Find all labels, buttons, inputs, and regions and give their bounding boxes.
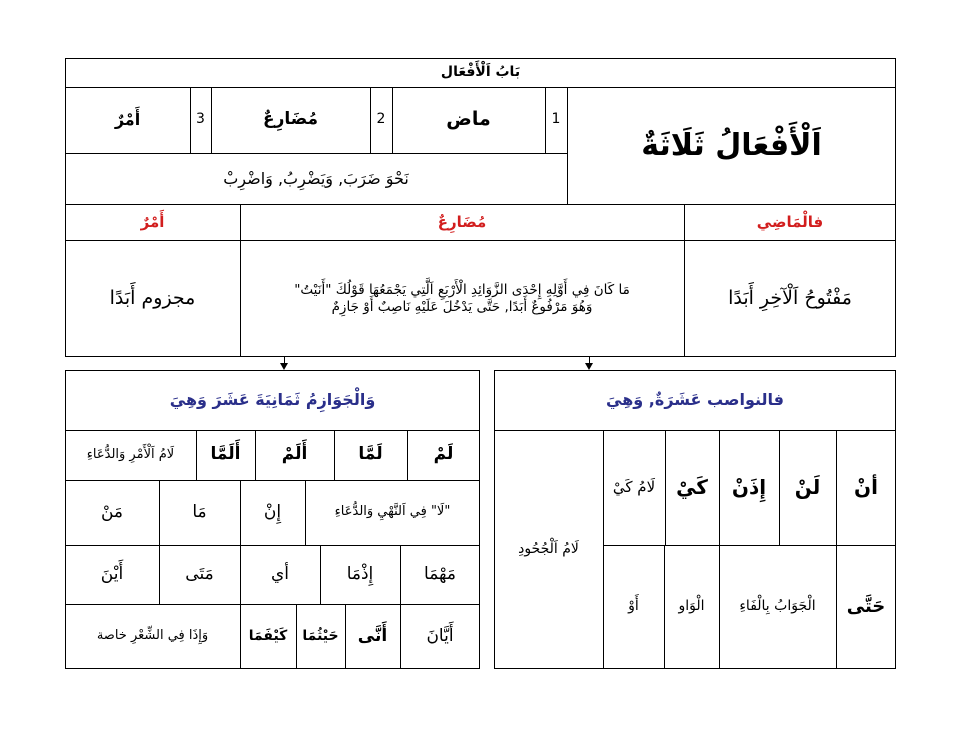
nawasib-item: لَامُ كَيْ	[612, 478, 656, 497]
rule-mudari	[240, 240, 684, 357]
nawasib-item: كَيْ	[676, 475, 708, 499]
jawazim-item: لَامُ اَلْأَمْرِ وَالدُّعَاءِ	[86, 446, 175, 462]
nawasib-title: فالنواصب عَشَرَةٌ, وَهِيَ	[606, 390, 784, 409]
header-madi: فالْمَاضِي	[756, 212, 824, 231]
type-label-amr: أَمْرٌ	[114, 110, 141, 129]
jawazim-item: أَيْنَ	[100, 563, 124, 584]
jawazim-item: مَتَى	[185, 563, 214, 584]
jawazim-item: إِذْمَا	[346, 563, 374, 584]
nawasib-juhud: لَامُ اَلْجُحُودِ	[518, 540, 579, 557]
page-title: بَابُ اَلْأَفْعَال	[440, 63, 521, 80]
jawazim-title: وَالْجَوَازِمُ ثَمَانِيَةَ عَشَرَ وَهِيَ	[169, 390, 376, 409]
jawazim-item: وَإِذَا فِي الشِّعْرِ خاصة	[96, 628, 209, 644]
nawasib-item: الْجَوَابُ بِالْفَاءِ	[739, 598, 816, 615]
type-label-mudari: مُضَارِعٌ	[262, 109, 319, 130]
nawasib-item: أنْ	[854, 475, 878, 499]
nawasib-item: حَتَّى	[846, 595, 886, 617]
jawazim-item: أَلَمْ	[281, 444, 308, 465]
jawazim-item: لَمْ	[433, 444, 454, 465]
jawazim-item: مَا	[192, 501, 207, 522]
nawasib-item: لَنْ	[794, 475, 821, 499]
rule-madi: مَفْتُوحُ اَلْآخِرِ أَبَدًا	[728, 286, 852, 309]
header-amr: أَمْرٌ	[140, 212, 165, 231]
jawazim-item: "لَا" فِي اَلنَّهْيِ وَالدُّعَاءِ	[334, 504, 451, 520]
rule-amr: مجزوم أَبَدًا	[109, 286, 196, 309]
nawasib-item: الْوَاو	[678, 598, 705, 615]
jawazim-item: حَيْثُمَا	[302, 627, 339, 644]
jawazim-item: كَيْفَمَا	[248, 627, 288, 644]
arrow-down-icon	[585, 363, 593, 370]
jawazim-item: مَنْ	[100, 501, 124, 522]
header-mudari: مُضَارِعٌ	[437, 212, 487, 231]
example-text: نَحْوَ ضَرَبَ, وَيَضْرِبُ, وَاضْرِبْ	[223, 168, 409, 188]
jawazim-item: لَمَّا	[358, 444, 383, 465]
arrow-down-icon	[280, 363, 288, 370]
jawazim-item: أَيَّانَ	[426, 625, 454, 646]
jawazim-item: أَنَّى	[357, 625, 388, 646]
nawasib-item: أَوْ	[628, 598, 639, 615]
type-label-madi: ماض	[446, 108, 491, 131]
type-num-2: 2	[376, 111, 386, 128]
type-num-1: 1	[551, 111, 561, 128]
nawasib-item: إِذَنْ	[731, 475, 767, 499]
rule-mudari-line1: مَا كَانَ فِي أَوَّلِهِ إِحْدَى الزَّوَائِدِ الْأَرْبَعِ اَلَّتِي يَجْمَعُهَا قَوْلُكَ "أَنَيْتُ"	[294, 281, 630, 298]
jawazim-item: إِنْ	[263, 501, 282, 522]
jawazim-item: أي	[270, 563, 290, 584]
rule-mudari-line2: وَهُوَ مَرْفُوعٌ أَبَدًا, حَتَّى يَدْخُلَ عَلَيْهِ نَاصِبٌ أَوْ جَازِمٌ	[331, 298, 593, 315]
type-num-3: 3	[196, 111, 205, 128]
main-heading: اَلْأَفْعَالُ ثَلَاثَةٌ	[641, 127, 822, 163]
jawazim-item: مَهْمَا	[424, 563, 456, 584]
jawazim-item: أَلَمَّا	[210, 444, 241, 465]
